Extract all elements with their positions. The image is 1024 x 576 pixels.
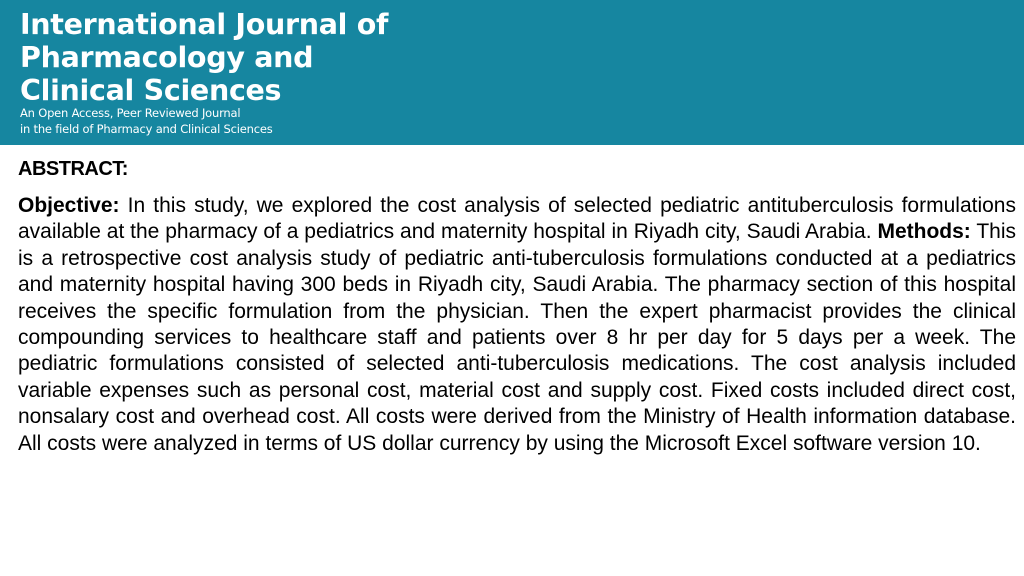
methods-text: This is a retrospective cost analysis study of pediatric anti-tuberculosis formulations conducted at a pediatrics and maternity hospital having 300 beds in Riyadh city, Saudi Arabia. The pharmacy section of this hospital receives the specific formulation from the physician. Then the expert pharmacist provides the clinical compounding services to healthcare staff and patients over 8 hr per day for 5 days per a week. The pediatric formulations consisted of selected anti-tuberculosis medications. The cost analysis included variable expenses such as personal cost, material cost and supply cost. Fixed costs included direct cost, nonsalary cost and overhead cost. All costs were derived from the Ministry of Health information database. All costs were analyzed in terms of US dollar currency by using the Microsoft Excel software version 10.: [18, 220, 1016, 455]
journal-title: [20, 8, 580, 107]
journal-subtitle-line-1: An Open Access, Peer Reviewed Journal: [20, 106, 241, 120]
objective-text: In this study, we explored the cost analysis of selected pediatric antituberculosis formulations available at the pharmacy of a pediatrics and maternity hospital in Riyadh city, Saudi Arabia.: [18, 194, 1016, 244]
abstract-heading: ABSTRACT:: [18, 158, 128, 180]
journal-title-line-1: International Journal of: [20, 8, 389, 41]
journal-title-line-3: Clinical Sciences: [20, 74, 282, 107]
journal-subtitle-line-2: in the field of Pharmacy and Clinical Sciences: [20, 121, 273, 136]
abstract-body: [18, 193, 1016, 457]
journal-title-line-2: Pharmacology and: [20, 41, 314, 74]
abstract-section: [18, 157, 1016, 457]
objective-label: Objective:: [18, 194, 120, 217]
journal-subtitle: [20, 106, 273, 137]
journal-banner: [0, 0, 1024, 145]
methods-label: Methods:: [877, 220, 971, 244]
